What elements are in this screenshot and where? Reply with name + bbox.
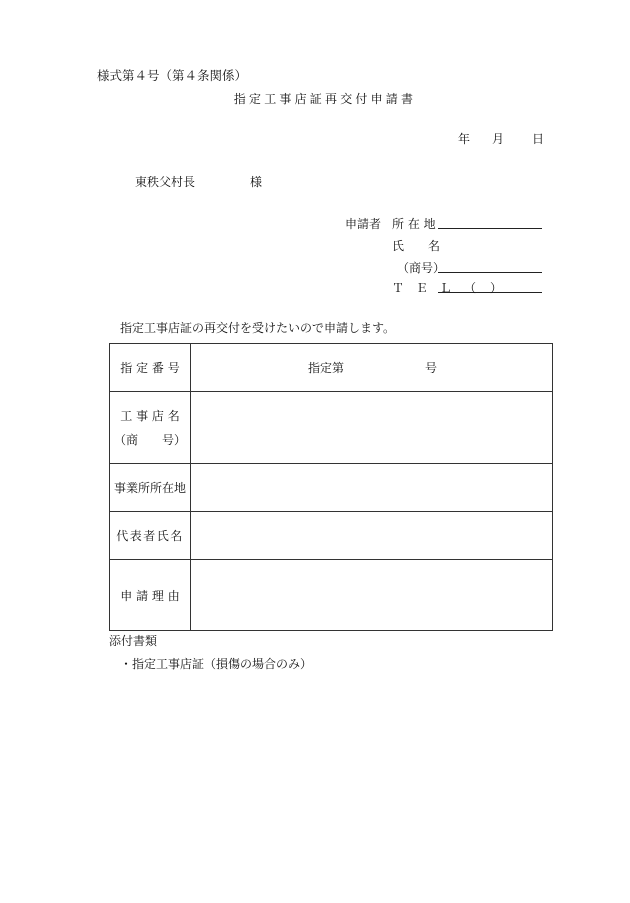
tel-paren-open: （ [464, 281, 477, 295]
shop-name-label-line1: 工 事 店 名 [120, 408, 180, 423]
date-day-label: 日 [532, 132, 545, 146]
request-statement: 指定工事店証の再交付を受けたいので申請します。 [120, 321, 396, 335]
date-month-label: 月 [492, 132, 505, 146]
reason-label: 申 請 理 由 [110, 560, 191, 631]
applicant-label: 申請者 [345, 217, 382, 231]
addressee [135, 173, 263, 190]
addressee-honorific: 様 [250, 175, 263, 189]
addressee-name: 東秩父村長 [135, 175, 196, 189]
date-line [458, 130, 544, 147]
shop-label: （商号） [397, 261, 446, 275]
address-field[interactable] [438, 215, 542, 229]
date-year-label: 年 [458, 132, 471, 146]
attachments-title: 添付書類 [109, 634, 158, 648]
designation-number-prefix: 指定第 [308, 361, 345, 375]
document-title: 指定工事店証再交付申請書 [233, 92, 417, 106]
tel-label: Ｔ Ｅ Ｌ [392, 281, 456, 295]
attachment-item: ・指定工事店証（損傷の場合のみ） [120, 657, 313, 671]
table-row-representative [110, 512, 553, 560]
address-label: 所 在 地 [392, 217, 436, 231]
applicant-name-row [392, 237, 440, 254]
table-row-designation-number [110, 344, 553, 392]
name-label: 氏 名 [392, 239, 441, 253]
applicant-address-row [392, 215, 436, 232]
designation-number-field[interactable] [191, 344, 553, 392]
designation-number-label: 指 定 番 号 [110, 344, 191, 392]
shop-name-label-line2: （商 号） [113, 432, 186, 447]
shop-name-field[interactable] [438, 259, 542, 273]
application-table [109, 343, 553, 631]
tel-paren-close: ） [490, 281, 503, 295]
form-number: 様式第４号（第４条関係） [97, 68, 248, 83]
office-address-field[interactable] [191, 464, 553, 512]
representative-field[interactable] [191, 512, 553, 560]
shop-name-label [110, 392, 191, 464]
table-row-shop-name [110, 392, 553, 464]
designation-number-suffix: 号 [425, 361, 438, 375]
shop-name-field[interactable] [191, 392, 553, 464]
table-row-reason [110, 560, 553, 631]
reason-field[interactable] [191, 560, 553, 631]
table-row-office-address [110, 464, 553, 512]
representative-label: 代表者氏名 [110, 512, 191, 560]
applicant-shop-row [397, 259, 445, 276]
office-address-label: 事業所所在地 [110, 464, 191, 512]
applicant-tel-row [392, 279, 503, 296]
